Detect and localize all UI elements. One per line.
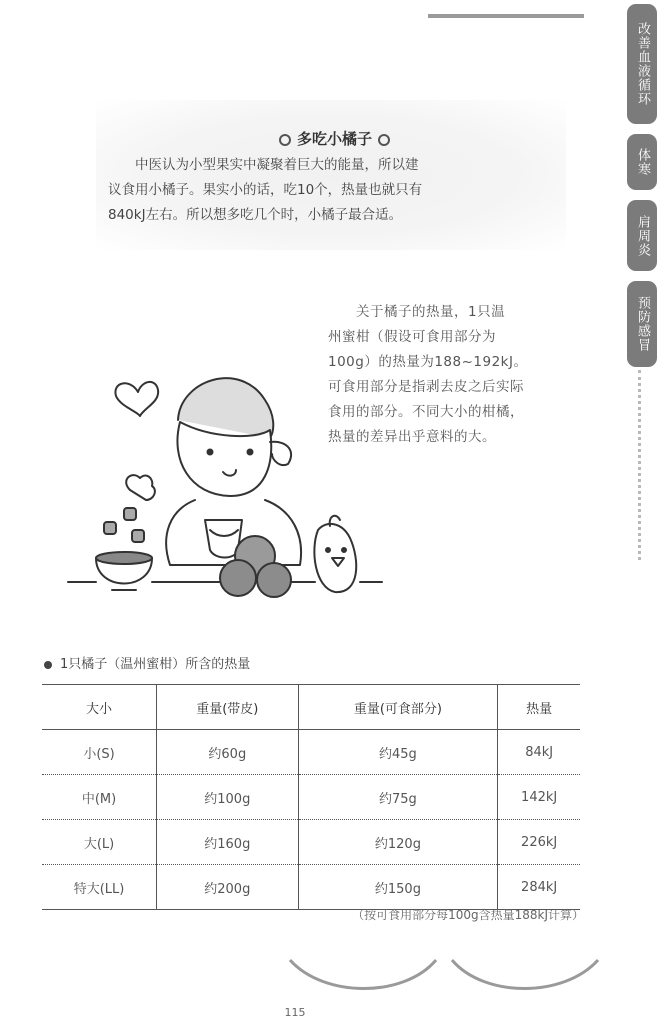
top-rule xyxy=(428,14,584,18)
note-line: 840kJ左右。所以想多吃几个时，小橘子最合适。 xyxy=(108,207,403,223)
cell-size: 小(S) xyxy=(83,746,115,762)
cell-weight-edible: 约150g xyxy=(298,865,498,910)
note-title: 多吃小橘子 xyxy=(0,128,669,149)
side-dotted-line xyxy=(638,370,645,560)
table-row xyxy=(42,730,580,775)
cell-size: 大(L) xyxy=(42,820,157,865)
side-tabs xyxy=(624,4,658,377)
calorie-table xyxy=(42,684,580,910)
side-tab-cold-body[interactable]: 体寒 xyxy=(627,134,657,190)
side-tab-shoulder[interactable]: 肩周炎 xyxy=(627,200,657,271)
intro-line: 可食用部分是指剥去皮之后实际 xyxy=(328,379,524,395)
side-tab-blood-circulation[interactable]: 改善血液循环 xyxy=(627,4,657,124)
circle-bullet-icon xyxy=(279,134,291,146)
table-row xyxy=(42,775,580,820)
intro-line: 热量的差异出乎意料的大。 xyxy=(328,429,496,445)
note-body xyxy=(108,153,528,228)
girl-eating-oranges-illustration xyxy=(60,360,400,620)
cell-calories: 142kJ xyxy=(498,775,580,820)
table-row xyxy=(42,865,580,910)
table-header-row xyxy=(42,685,580,730)
intro-line: 关于橘子的热量，1只温 xyxy=(328,304,506,320)
decorative-arcs xyxy=(284,950,604,1000)
intro-line: 食用的部分。不同大小的柑橘， xyxy=(328,404,524,420)
side-tab-cold-prevention[interactable]: 预防感冒 xyxy=(627,281,657,367)
cell-weight-with-peel: 约100g xyxy=(157,775,298,820)
col-header-size: 大小 xyxy=(42,685,157,730)
col-header-calories: 热量 xyxy=(498,685,580,730)
cell-weight-with-peel: 约160g xyxy=(157,820,298,865)
bullet-icon xyxy=(44,661,52,669)
circle-bullet-icon xyxy=(378,134,390,146)
col-header-weight-edible: 重量(可食部分) xyxy=(298,685,498,730)
cell-weight-with-peel: 约60g xyxy=(157,730,298,775)
col-header-weight-with-peel: 重量(带皮) xyxy=(157,685,298,730)
cell-calories: 284kJ xyxy=(498,865,580,910)
page-number: 115 xyxy=(284,1006,306,1019)
cell-weight-edible: 约45g xyxy=(298,730,498,775)
table-footnote: （按可食用部分每100g含热量188kJ计算） xyxy=(352,908,584,922)
table-row xyxy=(42,820,580,865)
intro-line: 100g）的热量为188~192kJ。 xyxy=(328,354,528,370)
table-caption: 1只橘子（温州蜜柑）所含的热量 xyxy=(44,653,250,672)
note-line: 中医认为小型果实中凝聚着巨大的能量，所以建 xyxy=(108,157,419,173)
heart-icon xyxy=(115,382,158,416)
cell-weight-edible: 约120g xyxy=(298,820,498,865)
cell-calories: 84kJ xyxy=(498,730,580,775)
note-line: 议食用小橘子。果实小的话，吃10个，热量也就只有 xyxy=(108,182,423,198)
intro-line: 州蜜柑（假设可食用部分为 xyxy=(328,329,496,345)
cell-weight-with-peel: 约200g xyxy=(157,865,298,910)
cell-calories: 226kJ xyxy=(498,820,580,865)
cell-weight-edible: 约75g xyxy=(298,775,498,820)
cell-size: 中(M) xyxy=(42,775,157,820)
cell-size: 特大(LL) xyxy=(42,865,157,910)
